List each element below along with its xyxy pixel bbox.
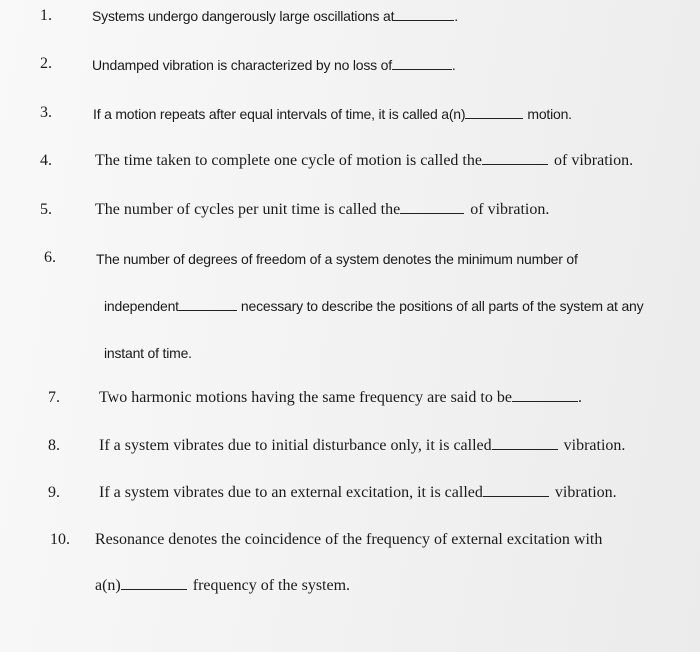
question-text [99,484,617,502]
question-text-after-blank: frequency of the system. [192,577,351,594]
question-number: 5. [40,201,52,218]
question-text-after-blank: of vibration. [470,201,550,218]
answer-blank[interactable] [512,400,578,402]
question-text [92,57,456,73]
answer-blank[interactable] [392,68,452,70]
question-text-before-blank: Two harmonic motions having the same frequency are said to be [99,389,512,406]
question-text [95,152,633,170]
question-text-after-blank: . [451,57,456,73]
answer-blank[interactable] [179,309,237,311]
answer-blank[interactable] [482,163,548,165]
question-text-after-blank: motion. [527,106,572,122]
answer-blank[interactable] [492,448,558,450]
question-number: 9. [48,484,60,501]
question-text [92,8,458,24]
question-number: 4. [40,152,52,169]
question-text-line-3: instant of time. [104,345,192,361]
question-text-after-blank: necessary to describe the positions of all parts of the system at any [240,298,644,314]
question-number: 6. [44,249,56,266]
question-text [93,106,572,122]
question-text-before-blank: The number of cycles per unit time is called the [95,201,401,218]
question-text-after-blank: vibration. [554,484,617,501]
question-text-before-blank: Undamped vibration is characterized by no loss of [92,57,392,73]
answer-blank[interactable] [465,117,523,119]
question-text-before-blank: Systems undergo dangerously large oscillations at [92,8,395,24]
question-text-line-1: The number of degrees of freedom of a system denotes the minimum number of [96,251,578,267]
question-number: 8. [48,437,60,454]
question-text-line-1: Resonance denotes the coincidence of the frequency of external excitation with [95,531,603,548]
answer-blank[interactable] [400,212,464,214]
question-number: 1. [40,7,52,24]
question-text-before-blank: a(n) [95,577,121,594]
question-text [95,201,549,219]
question-number: 10. [50,531,70,548]
question-text [99,389,582,407]
question-number: 7. [48,389,60,406]
question-text-before-blank: If a system vibrates due to initial disturbance only, it is called [99,437,492,454]
question-text-after-blank: . [577,389,582,406]
question-text-line-2 [95,577,350,595]
question-text-after-blank: . [454,8,458,24]
question-text [99,437,625,455]
question-text-before-blank: If a system vibrates due to an external excitation, it is called [99,484,483,501]
question-text-after-blank: vibration. [563,437,626,454]
question-text-before-blank: If a motion repeats after equal intervals of time, it is called a(n) [93,106,466,122]
question-text-line-2 [104,298,643,314]
question-text-before-blank: The time taken to complete one cycle of motion is called the [95,152,482,169]
question-number: 3. [40,104,52,121]
question-text-after-blank: of vibration. [553,152,634,169]
answer-blank[interactable] [121,588,187,590]
answer-blank[interactable] [394,19,454,21]
question-number: 2. [40,55,52,72]
answer-blank[interactable] [483,495,549,497]
question-text-before-blank: independent [104,298,179,314]
